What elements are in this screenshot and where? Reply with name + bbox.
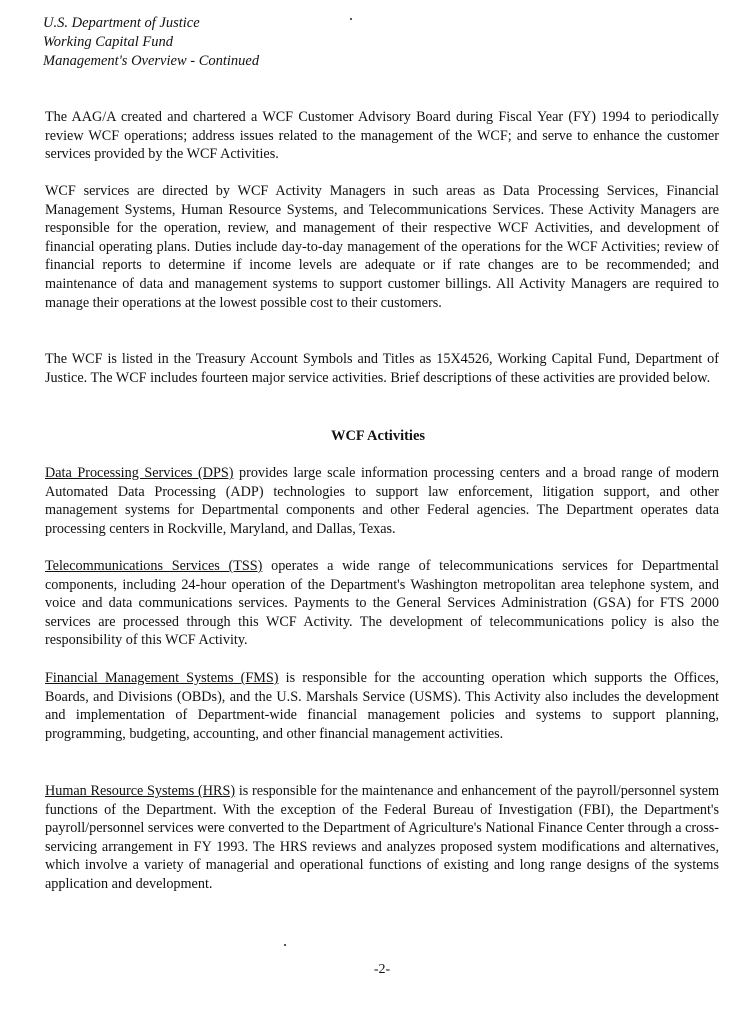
- paragraph-treasury-listing: The WCF is listed in the Treasury Account Symbols and Titles as 15X4526, Working Capital Fund, Department of Justice. The WCF includes fourteen major service activities. Brief descriptions of these activities are provided below.: [45, 351, 719, 386]
- page-number: -2-: [373, 962, 391, 977]
- scan-speck: [350, 18, 352, 20]
- activity-hrs-text: is responsible for the maintenance and enhancement of the payroll/personnel system functions of the Department. With the exception of the Federal Bureau of Investigation (FBI), the Department's payroll/personnel services were converted to the Department of Agriculture's National Finance Center through a cross-servicing arrangement in FY 1993. The HRS reviews and analyzes proposed system modifications and alternatives, which involve a variety of managerial and operational functions of existing and long range designs of the systems application and development.: [45, 783, 719, 892]
- activity-dps-text: provides large scale information processing centers and a broad range of modern Automated Data Processing (ADP) technologies to support law enforcement, litigation support, and other management systems for Departmental components and other Federal agencies. The Department operates data processing centers in Rockville, Maryland, and Dallas, Texas.: [45, 465, 719, 537]
- activity-hrs: [45, 782, 719, 894]
- activity-tss-text: operates a wide range of telecommunications services for Departmental components, including 24-hour operation of the Department's Washington metropolitan area telephone system, and voice and data communications services. Payments to the General Services Administration (GSA) for FTS 2000 services are processed through this WCF Activity. The development of telecommunications policy is also the responsibility of this WCF Activity.: [45, 558, 719, 649]
- header-section: Management's Overview - Continued: [43, 53, 260, 69]
- activity-fms-title: Financial Management Systems (FMS): [45, 670, 279, 686]
- activity-fms: [45, 669, 719, 743]
- document-header: [43, 14, 259, 71]
- activity-dps-title: Data Processing Services (DPS): [45, 465, 234, 481]
- header-department: U.S. Department of Justice: [43, 15, 200, 31]
- header-fund: Working Capital Fund: [43, 34, 173, 50]
- section-heading: WCF Activities: [330, 428, 426, 444]
- activity-dps: [45, 464, 719, 538]
- activity-hrs-title: Human Resource Systems (HRS): [45, 783, 236, 799]
- activity-tss: [45, 557, 719, 650]
- scan-speck: [284, 944, 286, 946]
- paragraph-advisory-board: The AAG/A created and chartered a WCF Customer Advisory Board during Fiscal Year (FY) 1994 to periodically review WCF operations; address issues related to the management of the WCF; and serve to enhance the customer services provided by the WCF Activities.: [45, 109, 719, 163]
- paragraph-activity-managers: WCF services are directed by WCF Activity Managers in such areas as Data Processing Services, Financial Management Systems, Human Resource Systems, and Telecommunications Services. These Activity Managers are responsible for the operation, review, and management of their respective WCF Activities, and development of financial operating plans. Duties include day-to-day management of the operations for the WCF Activities; review of financial reports to determine if income levels are adequate or if rate changes are to be recommended; and maintenance of data and management systems to support customer billings. All Activity Managers are required to manage their operations at the lowest possible cost to their customers.: [45, 183, 719, 311]
- activity-fms-text: is responsible for the accounting operation which supports the Offices, Boards, and Divisions (OBDs), and the U.S. Marshals Service (USMS). This Activity also includes the development and implementation of Department-wide financial management policies and systems to support planning, programming, budgeting, accounting, and other financial management activities.: [45, 670, 719, 742]
- activity-tss-title: Telecommunications Services (TSS): [45, 558, 263, 574]
